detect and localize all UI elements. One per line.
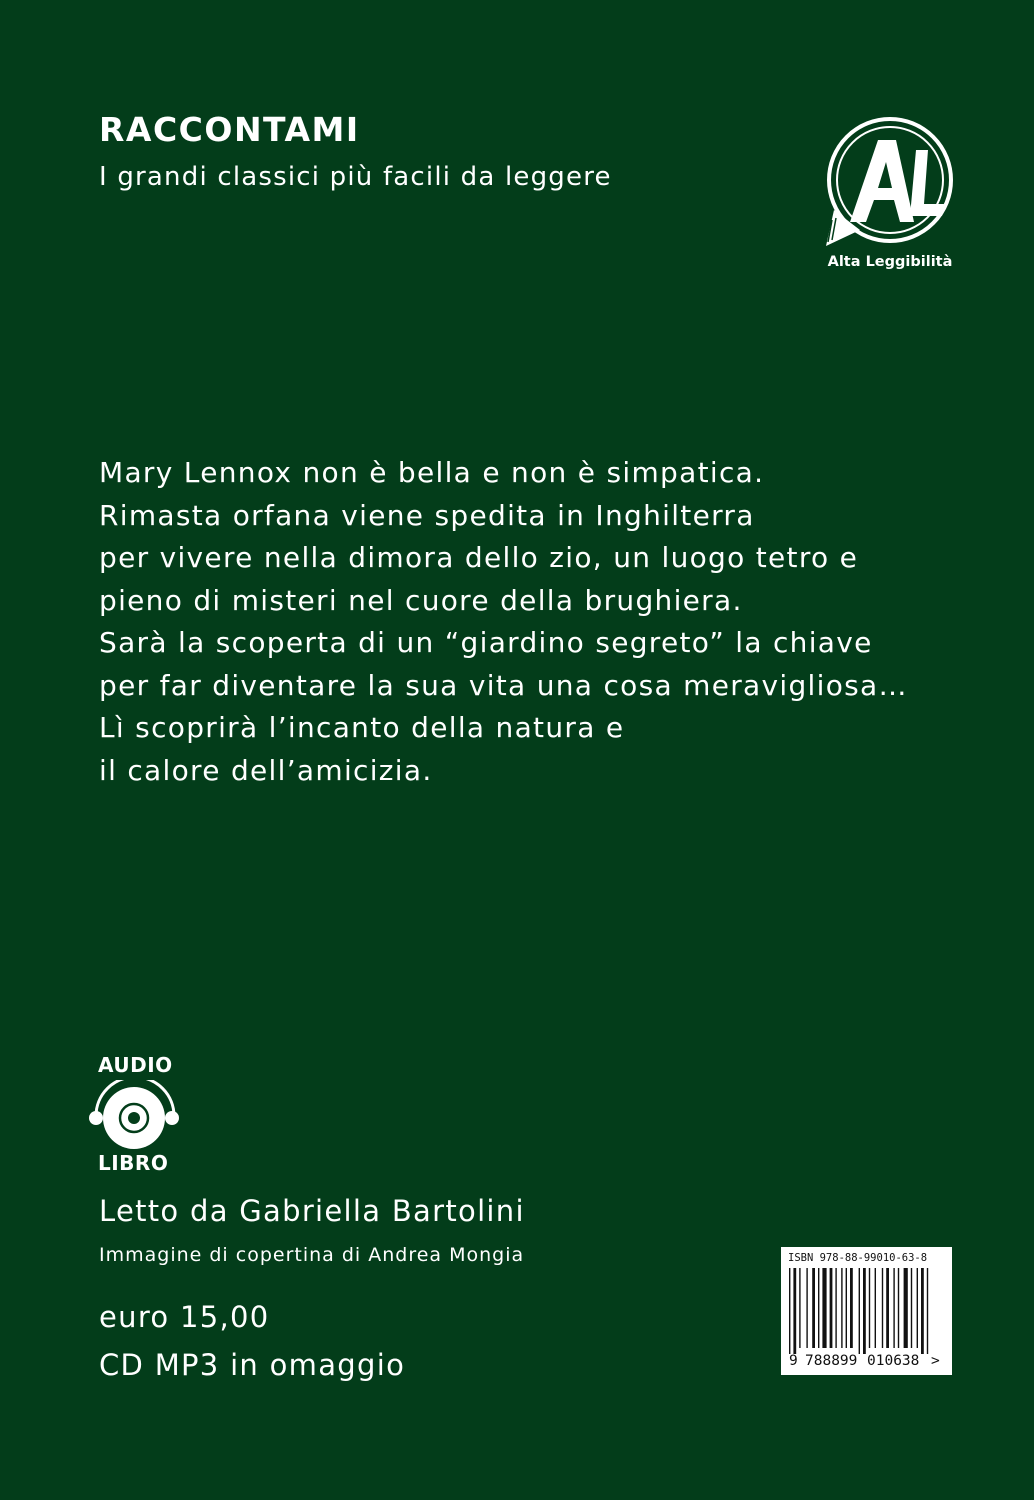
barcode-bar (869, 1268, 870, 1348)
headphones-disc-icon (86, 1080, 186, 1152)
barcode-bar (859, 1268, 860, 1354)
barcode-bar (789, 1268, 790, 1354)
barcode-bar (830, 1268, 833, 1348)
barcode-bar (917, 1268, 918, 1348)
blurb-line: Sarà la scoperta di un “giardino segreto” la chiave (99, 626, 873, 659)
logo-caption: Alta Leggibilità (827, 254, 953, 270)
barcode-bar (898, 1268, 899, 1348)
barcode-right-group: 010638 (867, 1353, 920, 1369)
barcode-left-group: 788899 (805, 1353, 858, 1369)
price: euro 15,00 (99, 1300, 270, 1334)
blurb-line: Lì scoprirà l’incanto della natura e (99, 711, 625, 744)
barcode-bar (818, 1268, 819, 1348)
narrator-credit: Letto da Gabriella Bartolini (99, 1194, 525, 1228)
blurb-line: per vivere nella dimora dello zio, un luogo tetro e (99, 541, 859, 574)
barcode-bar (927, 1268, 928, 1354)
blurb-line: per far diventare la sua vita una cosa meravigliosa… (99, 668, 908, 702)
barcode-bar (875, 1268, 876, 1348)
isbn-label: ISBN 978-88-99010-63-8 (788, 1252, 928, 1264)
isbn-barcode (781, 1247, 952, 1375)
barcode-quiet-marker: > (931, 1353, 940, 1369)
barcode-bar (921, 1268, 924, 1354)
blurb-line: il calore dell’amicizia. (99, 753, 433, 787)
barcode-bar (863, 1268, 866, 1354)
barcode-bar (893, 1268, 894, 1348)
series-title: RACCONTAMI (99, 110, 360, 149)
barcode-bar (882, 1268, 883, 1348)
series-subtitle: I grandi classici più facili da leggere (99, 162, 612, 192)
libro-label: LIBRO (98, 1151, 169, 1175)
barcode-bars-icon (787, 1268, 943, 1360)
cover-image-credit: Immagine di copertina di Andrea Mongia (99, 1244, 525, 1266)
barcode-bar (841, 1268, 842, 1348)
al-logo-icon (820, 114, 960, 254)
barcode-lead-digit: 9 (789, 1353, 798, 1369)
barcode-bar (812, 1268, 815, 1348)
barcode-bar (850, 1268, 853, 1348)
back-cover-blurb (99, 452, 979, 792)
barcode-bar (793, 1268, 796, 1354)
barcode-bar (911, 1268, 912, 1348)
audio-label: AUDIO (98, 1053, 173, 1077)
blurb-line: pieno di misteri nel cuore della brughiera. (99, 583, 743, 617)
barcode-bar (846, 1268, 847, 1348)
audiolibro-badge (86, 1052, 186, 1178)
cd-note: CD MP3 in omaggio (99, 1348, 406, 1382)
blurb-line: Mary Lennox non è bella e non è simpatica. (99, 456, 765, 489)
barcode-bar (822, 1268, 826, 1348)
barcode-bar (806, 1268, 807, 1348)
blurb-line: Rimasta orfana viene spedita in Inghilterra (99, 498, 755, 532)
barcode-bar (835, 1268, 836, 1348)
barcode-bar (904, 1268, 908, 1348)
barcode-bar (886, 1268, 889, 1348)
barcode-bar (799, 1268, 800, 1348)
